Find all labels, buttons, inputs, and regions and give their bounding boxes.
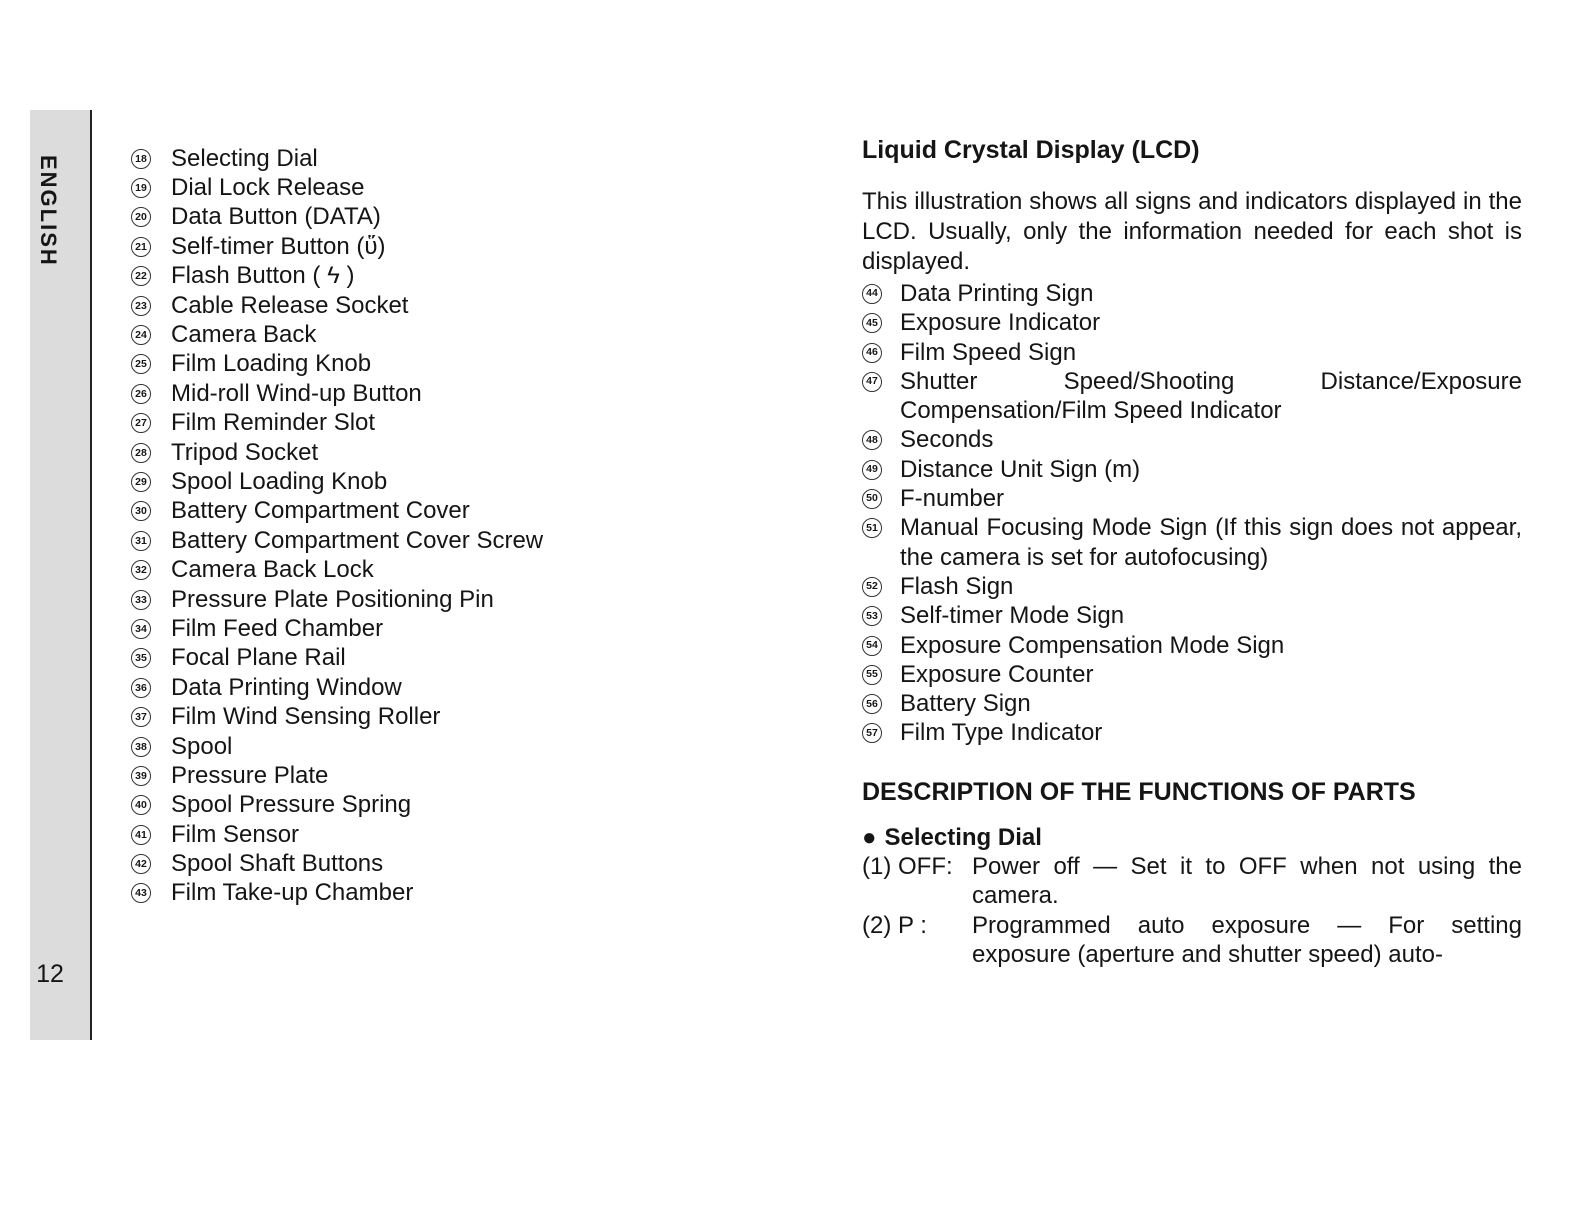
item-label: Distance Unit Sign (m) [900,455,1141,483]
item-label: Film Feed Chamber [171,614,384,642]
page-number: 12 [36,960,64,988]
parts-list-item [131,409,601,438]
lcd-list-item [862,308,1522,337]
item-number-badge: 39 [131,766,151,786]
lcd-list-item [862,279,1522,308]
right-column [862,136,1522,970]
parts-list-item [131,644,601,673]
item-number-badge: 26 [131,384,151,404]
functions-title: DESCRIPTION OF THE FUNCTIONS OF PARTS [862,777,1416,806]
item-label: Camera Back Lock [171,556,374,584]
parts-list-item [131,526,601,555]
item-label: Battery Compartment Cover [171,497,470,525]
item-number-badge: 37 [131,707,151,727]
parts-list-item [131,232,601,261]
item-number-badge: 22 [131,266,151,286]
parts-list-item [131,849,601,878]
item-label: Data Printing Window [171,673,402,701]
item-number-badge: 21 [131,237,151,257]
item-number-badge: 53 [862,606,882,626]
item-label: Exposure Indicator [900,309,1101,337]
parts-list-item [131,820,601,849]
language-label: ENGLISH [36,155,61,267]
lcd-list-item [862,718,1522,747]
item-number-badge: 47 [862,372,882,392]
functions-items [862,852,1522,970]
item-number-badge: 18 [131,149,151,169]
item-label: Flash Sign [900,572,1014,600]
parts-list-item [131,438,601,467]
item-label: Cable Release Socket [171,291,409,319]
item-label: Spool [171,732,233,760]
item-label: Tripod Socket [171,438,319,466]
item-label: Pressure Plate Positioning Pin [171,585,494,613]
item-number-badge: 51 [862,518,882,538]
item-number-badge: 40 [131,795,151,815]
item-label: Spool Shaft Buttons [171,850,384,878]
item-number-badge: 25 [131,354,151,374]
item-number-badge: 46 [862,343,882,363]
item-label: Film Wind Sensing Roller [171,703,441,731]
parts-list-item [131,702,601,731]
item-label: Film Loading Knob [171,350,372,378]
lcd-list-item [862,631,1522,660]
parts-list-item [131,732,601,761]
item-label: Film Sensor [171,820,300,848]
item-number-badge: 42 [131,854,151,874]
item-label: Manual Focusing Mode Sign (If this sign does not appear, the camera is set for autofocusing) [900,514,1522,571]
item-number-badge: 41 [131,825,151,845]
item-label: F-number [900,485,1005,513]
function-key: (1) OFF: [862,852,953,880]
lcd-items-list [862,279,1522,748]
function-item [862,852,1522,911]
item-label: Shutter Speed/Shooting Distance/Exposure Compensation/Film Speed Indicator [900,367,1522,425]
item-number-badge: 24 [131,325,151,345]
item-label: Pressure Plate [171,761,329,789]
lcd-intro: This illustration shows all signs and indicators displayed in the LCD. Usually, only the information needed for each shot is displayed. [862,188,1522,275]
item-number-badge: 23 [131,296,151,316]
item-label: Battery Sign [900,690,1031,718]
item-label: Exposure Counter [900,660,1094,688]
parts-list-item [131,555,601,584]
parts-list [131,144,601,908]
item-number-badge: 36 [131,678,151,698]
item-label: Film Speed Sign [900,338,1077,366]
parts-list-item [131,320,601,349]
function-description: Power off — Set it to OFF when not using the camera. [972,852,1522,910]
lcd-list-item [862,455,1522,484]
item-number-badge: 57 [862,723,882,743]
item-label: Mid-roll Wind-up Button [171,379,422,407]
item-number-badge: 20 [131,207,151,227]
lcd-title: Liquid Crystal Display (LCD) [862,136,1200,164]
item-number-badge: 55 [862,665,882,685]
item-number-badge: 48 [862,430,882,450]
parts-list-item [131,350,601,379]
item-number-badge: 28 [131,443,151,463]
lcd-list-item [862,689,1522,718]
function-description: Programmed auto exposure — For setting exposure (aperture and shutter speed) auto- [972,911,1522,969]
item-label: Data Button (DATA) [171,203,381,231]
item-number-badge: 44 [862,284,882,304]
item-number-badge: 29 [131,472,151,492]
lcd-list-item [862,338,1522,367]
item-number-badge: 35 [131,648,151,668]
item-label: Film Type Indicator [900,719,1103,747]
item-number-badge: 32 [131,560,151,580]
item-label: Battery Compartment Cover Screw [171,526,544,554]
item-label: Dial Lock Release [171,174,365,202]
parts-list-item [131,585,601,614]
item-number-badge: 34 [131,619,151,639]
item-number-badge: 19 [131,178,151,198]
item-label: Seconds [900,426,994,454]
function-item [862,911,1522,970]
item-number-badge: 45 [862,313,882,333]
item-number-badge: 54 [862,636,882,656]
item-label: Data Printing Sign [900,280,1094,307]
item-label: Flash Button ( ϟ ) [171,262,355,290]
functions-subheading: Selecting Dial [884,823,1042,851]
item-label: Camera Back [171,321,317,349]
item-label: Selecting Dial [171,144,318,172]
lcd-list-item [862,425,1522,454]
lcd-list-item [862,572,1522,601]
item-number-badge: 31 [131,531,151,551]
parts-list-item [131,673,601,702]
parts-list-item [131,379,601,408]
item-label: Self-timer Button (ὕ) [171,232,386,260]
parts-list-item [131,761,601,790]
parts-list-item [131,203,601,232]
parts-list-item [131,467,601,496]
parts-list-item [131,497,601,526]
item-number-badge: 56 [862,694,882,714]
item-number-badge: 33 [131,590,151,610]
item-number-badge: 52 [862,577,882,597]
bullet-icon: ● [862,823,877,851]
item-label: Focal Plane Rail [171,644,346,672]
functions-subheading-row [862,823,1522,852]
parts-list-item [131,262,601,291]
lcd-list-item [862,367,1522,426]
item-number-badge: 43 [131,883,151,903]
parts-list-item [131,791,601,820]
parts-list-item [131,173,601,202]
item-label: Exposure Compensation Mode Sign [900,631,1285,659]
item-number-badge: 38 [131,737,151,757]
item-number-badge: 50 [862,489,882,509]
function-key: (2) P : [862,911,927,939]
item-number-badge: 27 [131,413,151,433]
lcd-list-item [862,484,1522,513]
parts-list-item [131,879,601,908]
lcd-list-item [862,660,1522,689]
item-label: Spool Loading Knob [171,467,388,495]
lcd-list-item [862,601,1522,630]
parts-list-item [131,144,601,173]
parts-list-item [131,291,601,320]
item-number-badge: 30 [131,501,151,521]
item-label: Film Reminder Slot [171,409,376,437]
item-label: Self-timer Mode Sign [900,602,1125,630]
item-number-badge: 49 [862,460,882,480]
lcd-list-item [862,513,1522,572]
item-label: Film Take-up Chamber [171,879,414,907]
item-label: Spool Pressure Spring [171,791,412,819]
parts-list-item [131,614,601,643]
